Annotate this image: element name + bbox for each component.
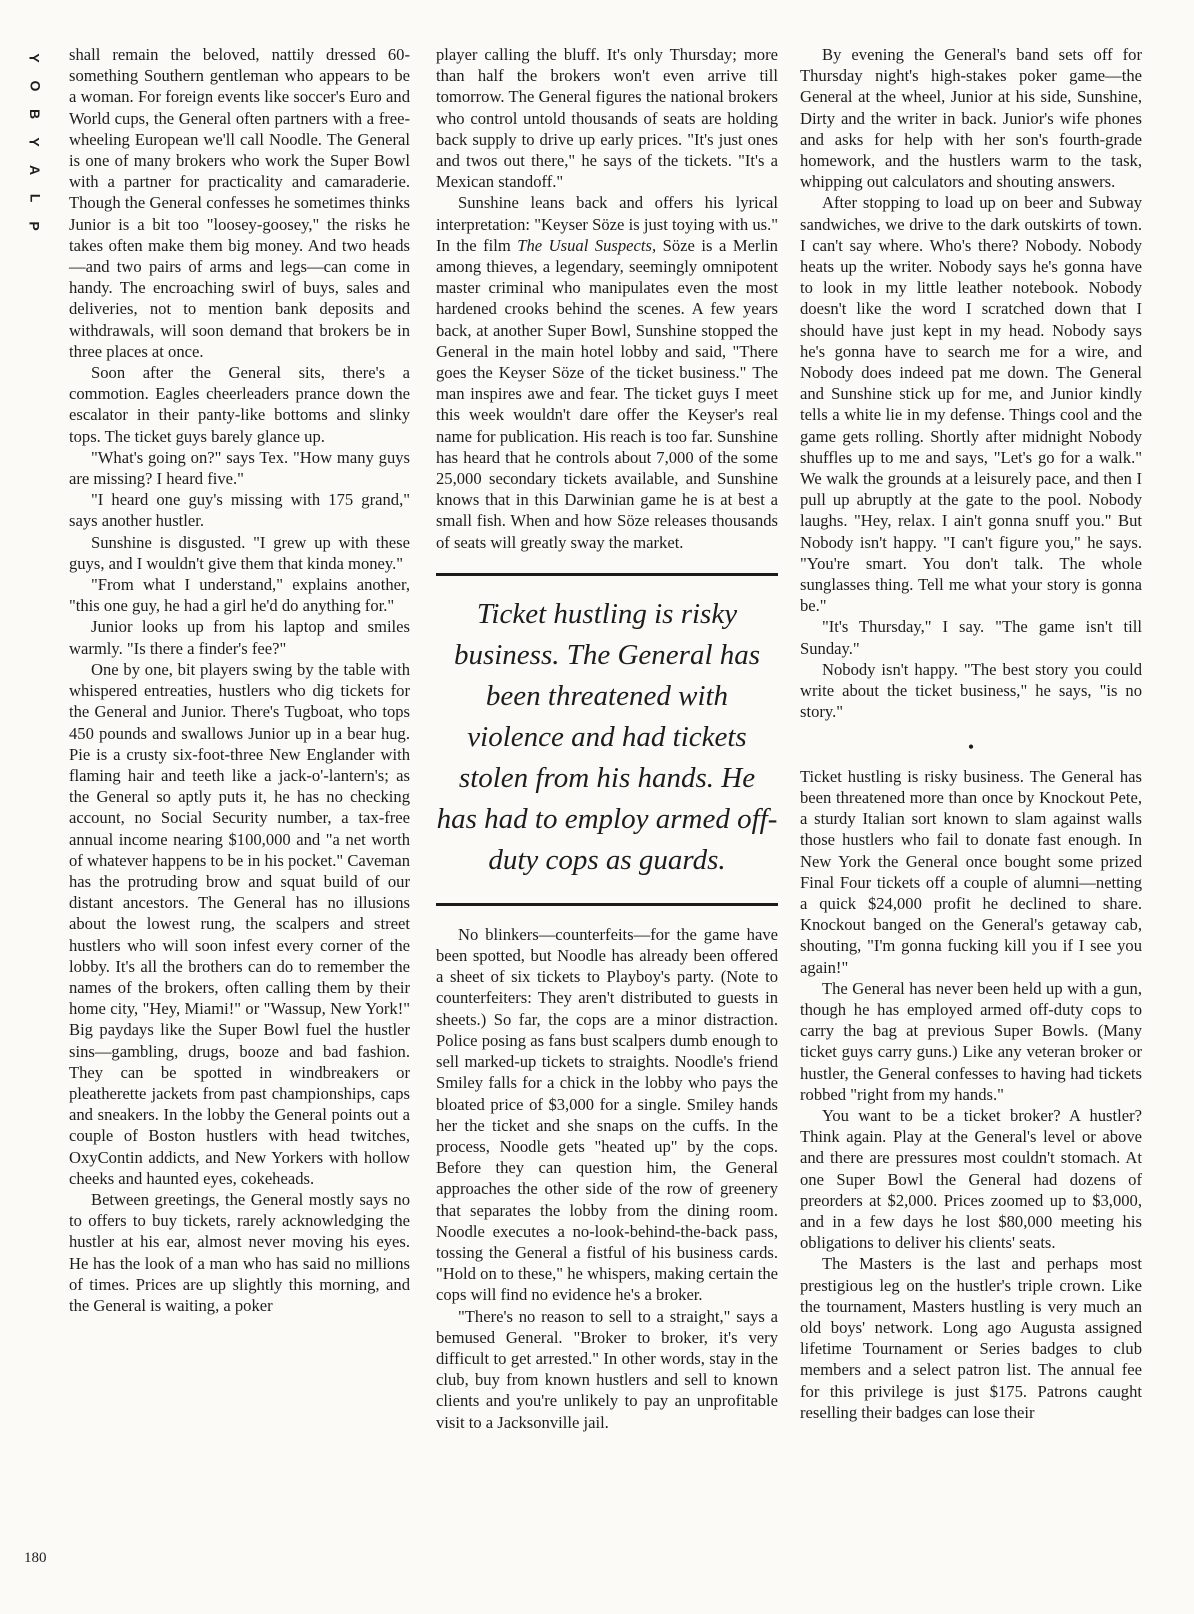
running-head-letter: L bbox=[27, 193, 43, 203]
paragraph: "It's Thursday," I say. "The game isn't till Sunday." bbox=[800, 617, 1142, 658]
running-head-letter: Y bbox=[27, 137, 43, 147]
running-head-letter: P bbox=[27, 221, 43, 231]
paragraph: "What's going on?" says Tex. "How many guys are missing? I heard five." bbox=[69, 447, 410, 489]
paragraph: After stopping to load up on beer and Subway sandwiches, we drive to the dark outskirts of town. I can't say where. Who's there? Nobody. Nobody heats up the writer. Nobody says he's gonna have to look in my little leather notebook. Nobody doesn't like the word I scratched down that I should have just kept in my head. Nobody says he's gonna have to search me for a wire, and Nobody does indeed pat me down. The General and Sunshine stick up for me, and Junior kindly tells a white lie in my defense. Things cool and the game gets rolling. Shortly after midnight Nobody shuffles up to me and says, "Let's go for a walk." We walk the grounds at a leisurely pace, and then I pull up abruptly at the gate to the pool. Nobody laughs. "Hey, relax. I ain't gonna snuff you." But Nobody isn't happy. "I can't figure you," he says. "You're smart. You don't talk. The whole sunglasses thing. Tell me what your story is gonna be." bbox=[800, 193, 1142, 616]
article-column-3 bbox=[800, 44, 1142, 1423]
paragraph: "I heard one guy's missing with 175 grand," says another hustler. bbox=[69, 490, 410, 531]
pull-quote: Ticket hustling is risky business. The General has been threatened with violence and had tickets stolen from his hands. He has had to employ armed off-duty cops as guards. bbox=[436, 573, 778, 906]
paragraph: The General has never been held up with a gun, though he has employed armed off-duty cops to carry the bag at previous Super Bowls. (Many ticket guys carry guns.) Like any veteran broker or hustler, the General confesses to having had tickets robbed "right from my hands." bbox=[800, 978, 1142, 1104]
page-number: 180 bbox=[24, 1550, 47, 1566]
paragraph: player calling the bluff. It's only Thursday; more than half the brokers won't even arrive till tomorrow. The General figures the national brokers who control untold thousands of seats are holding back supply to drive up early prices. "It's just ones and twos out there," he says of the tickets. "It's a Mexican standoff." bbox=[436, 45, 778, 192]
paragraph bbox=[436, 192, 778, 552]
paragraph: shall remain the beloved, nattily dressed 60-something Southern gentleman who appears to be a woman. For foreign events like soccer's Euro and World cups, the General often partners with a free-wheeling European we'll call Noodle. The General is one of many brokers who work the Super Bowl with a partner for practicality and camaraderie. Though the General confesses he sometimes thinks Junior is a bit too "loosey-goosey," the risks he takes often make them big money. And two heads—and two pairs of arms and legs—can come in handy. The encroaching swirl of buys, sales and deliveries, not to mention bank deposits and withdrawals, will soon demand that brokers be in three places at once. bbox=[69, 45, 410, 361]
article-column-2 bbox=[436, 44, 778, 1433]
paragraph: Junior looks up from his laptop and smiles warmly. "Is there a finder's fee?" bbox=[69, 617, 410, 658]
running-head-letter: A bbox=[27, 164, 43, 176]
paragraph: Between greetings, the General mostly says no to offers to buy tickets, rarely acknowledging the hustler at his ear, almost never moving his eyes. He has the look of a man who has said no millions of times. Prices are up slightly this morning, and the General is waiting, a poker bbox=[69, 1189, 410, 1315]
running-head-letter: Y bbox=[27, 53, 43, 63]
article-column-1 bbox=[69, 44, 410, 1316]
paragraph: Soon after the General sits, there's a commotion. Eagles cheerleaders prance down the escalator in their panty-like bottoms and slinky tops. The ticket guys barely glance up. bbox=[69, 363, 410, 446]
paragraph: Ticket hustling is risky business. The General has been threatened more than once by Knockout Pete, a sturdy Italian sort known to slam against walls those hustlers who fail to donate fast enough. In New York the General once bought some prized Final Four tickets off a couple of alumni—netting a quick $24,000 profit he declined to share. Knockout banged on the General's getaway cab, shouting, "I'm gonna fucking kill you if I see you again!" bbox=[800, 766, 1142, 977]
section-break-bullet: • bbox=[967, 736, 975, 757]
paragraph: The Masters is the last and perhaps most prestigious leg on the hustler's triple crown. Like the tournament, Masters hustling is very much an old boys' network. Long ago Augusta assigned lifetime Tournament or Series badges to club members and a select patron list. The annual fee for this privilege is just $175. Patrons caught reselling their badges can lose their bbox=[800, 1254, 1142, 1422]
magazine-running-head bbox=[18, 44, 52, 240]
running-head-letter: B bbox=[27, 108, 43, 120]
running-head-letter: O bbox=[26, 80, 43, 92]
paragraph: No blinkers—counterfeits—for the game have been spotted, but Noodle has already been offered a sheet of six tickets to Playboy's party. (Note to counterfeiters: They aren't distributed to guests in sheets.) So far, the cops are a minor distraction. Police posing as fans bust scalpers dumb enough to sell marked-up tickets to straights. Noodle's friend Smiley falls for a chick in the lobby who pays the bloated price of $3,000 for a single. Smiley hands her the ticket and she snaps on the cuffs. In the process, Noodle gets "heated up" by the cops. Before they can question him, the General approaches the other side of the row of greenery that separates the lobby from the dining room. Noodle executes a no-look-behind-the-back pass, tossing the General a fistful of his business cards. "Hold on to these," he whispers, making certain the cops will find no evidence he's a broker. bbox=[436, 924, 778, 1305]
paragraph: One by one, bit players swing by the table with whispered entreaties, hustlers who dig tickets for the General and Junior. There's Tugboat, who tops 450 pounds and swallows Junior up in a bear hug. Pie is a crusty six-foot-three New Englander with flaming hair and teeth like a jack-o'-lantern's; as the General so aptly puts it, he has no checking account, no Social Security number, a tax-free annual income nearing $100,000 and "a net worth of whatever happens to be in his pocket." Caveman has the protruding brow and squat build of our distant ancestors. The General has no illusions about the lowest rung, the scalpers and street hustlers who will soon infest every corner of the lobby. It's all the brothers can do to remember the names of the brokers, often calling them by their home city, "Hey, Miami!" or "Wassup, New York!" Big paydays like the Super Bowl fuel the hustler sins—gambling, drugs, booze and bad fashion. They can be spotted in windbreakers or pleatherette jackets from past championships, caps and sneakers. In the lobby the General points out a couple of Boston hustlers with head twitches, OxyContin addicts, and New Yorkers with hollow cheeks and haunted eyes, cokeheads. bbox=[69, 659, 410, 1188]
paragraph: "There's no reason to sell to a straight," says a bemused General. "Broker to broker, it's very difficult to get arrested." In other words, stay in the club, buy from known hustlers and sell to known clients and you're unlikely to pay an unprofitable visit to a Jacksonville jail. bbox=[436, 1306, 778, 1432]
text-run: Sunshine leans back and offers his lyrical interpretation: "Keyser Söze is just toying with us." In the film bbox=[436, 193, 778, 255]
paragraph: Nobody isn't happy. "The best story you could write about the ticket business," he says, "is no story." bbox=[800, 659, 1142, 722]
paragraph: Sunshine is disgusted. "I grew up with these guys, and I wouldn't give them that kinda money." bbox=[69, 532, 410, 573]
film-title: The Usual Suspects, bbox=[517, 235, 657, 255]
paragraph: "From what I understand," explains another, "this one guy, he had a girl he'd do anything for." bbox=[69, 575, 410, 616]
text-run: Söze is a Merlin among thieves, a legendary, seemingly omnipotent master criminal who manipulates even the most hardened crooks behind the scenes. A few years back, at another Super Bowl, Sunshine stopped the General in the main hotel lobby and said, "There goes the Keyser Söze of the ticket business." The man inspires awe and fear. The ticket guys I meet this week wouldn't dare offer the Keyser's real name for publication. His reach is too far. Sunshine has heard that he controls about 7,000 of the some 25,000 secondary tickets available, and Sunshine knows that in this Darwinian game he is at best a small fish. When and how Söze releases thousands of seats will greatly sway the market. bbox=[436, 235, 778, 552]
paragraph: You want to be a ticket broker? A hustler? Think again. Play at the General's level or above and there are pressures most couldn't stomach. At one Super Bowl the General had dozens of preorders at $2,000. Prices zoomed up to $3,000, and in a few days he lost $80,000 meeting his obligations to deliver his clients' seats. bbox=[800, 1105, 1142, 1253]
paragraph: By evening the General's band sets off for Thursday night's high-stakes poker game—the General at the wheel, Junior at his side, Sunshine, Dirty and the writer in back. Junior's wife phones and asks for help with her son's fourth-grade homework, and the hustlers warm to the task, whipping out calculators and shouting answers. bbox=[800, 45, 1142, 192]
